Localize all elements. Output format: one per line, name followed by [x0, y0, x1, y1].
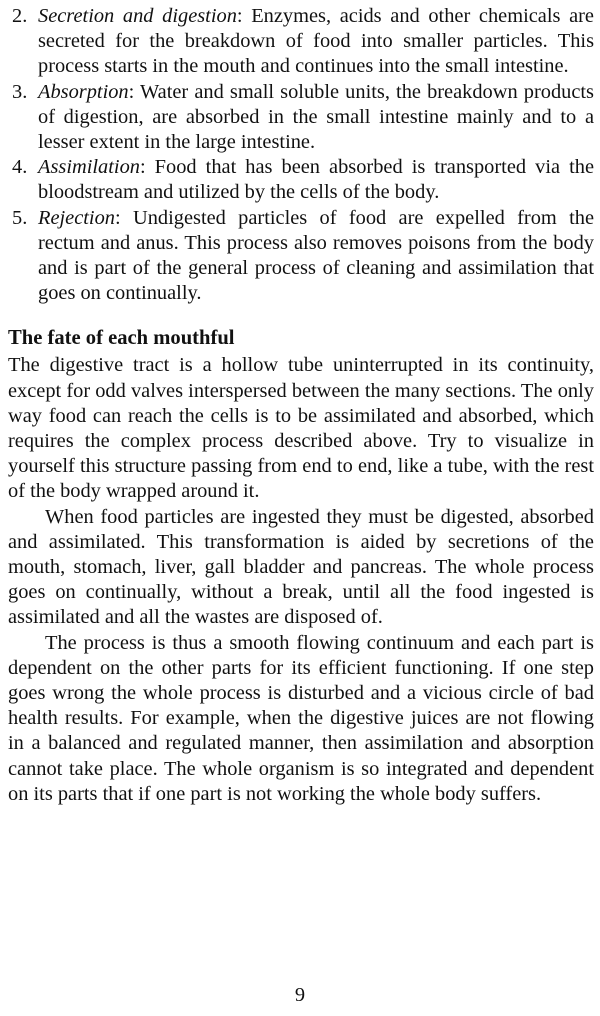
process-list: [8, 4, 594, 306]
list-item-term: Absorption: [38, 80, 129, 103]
list-item-text: : Enzymes, acids and other chemicals are secreted for the breakdown of food into smaller particles. This process starts in the mouth and continues into the small intestine.: [38, 5, 594, 78]
book-page: [8, 4, 594, 807]
list-item-term: Rejection: [38, 206, 115, 229]
list-item-term: Assimilation: [38, 156, 140, 179]
list-item: [8, 80, 594, 156]
body-paragraph: The digestive tract is a hollow tube uninterrupted in its continuity, except for odd valves interspersed between the many sections. The only way food can reach the cells is to be assimilated and absorbed, which requires the complex process described above. Try to visualize in yourself this structure passing from end to end, like a tube, with the rest of the body wrapped around it.: [8, 354, 594, 503]
list-item-number: 5.: [12, 206, 28, 229]
list-item-text: : Food that has been absorbed is transported via the bloodstream and utilized by the cells of the body.: [38, 156, 594, 204]
list-item: [8, 206, 594, 307]
list-item: [8, 155, 594, 205]
list-item-number: 2.: [12, 5, 28, 27]
list-item-number: 3.: [12, 80, 28, 103]
body-paragraph: The process is thus a smooth flowing continuum and each part is dependent on the other parts for its efficient functioning. If one step goes wrong the whole process is disturbed and a vicious circle of bad health results. For example, when the digestive juices are not flowing in a balanced and regulated manner, then assimilation and absorption cannot take place. The whole organism is so integrated and dependent on its parts that if one part is not working the whole body suffers.: [8, 631, 594, 805]
list-item-text: : Water and small soluble units, the breakdown products of digestion, are absorbed in the small intestine mainly and to a lesser extent in the large intestine.: [38, 80, 594, 154]
body-paragraph: When food particles are ingested they must be digested, absorbed and assimilated. This transformation is aided by secretions of the mouth, stomach, liver, gall bladder and pancreas. The whole process goes on continually, without a break, until all the food ingested is assimilated and all the wastes are disposed of.: [8, 505, 594, 629]
page-number: 9: [294, 984, 306, 1006]
list-item: [8, 4, 594, 80]
list-item-number: 4.: [12, 156, 28, 179]
list-item-text: : Undigested particles of food are expelled from the rectum and anus. This process also removes poisons from the body and is part of the general process of cleaning and assimilation that goes on continually.: [38, 206, 594, 305]
list-item-term: Secretion and digestion: [38, 5, 237, 27]
section-heading: The fate of each mouthful: [8, 327, 235, 350]
